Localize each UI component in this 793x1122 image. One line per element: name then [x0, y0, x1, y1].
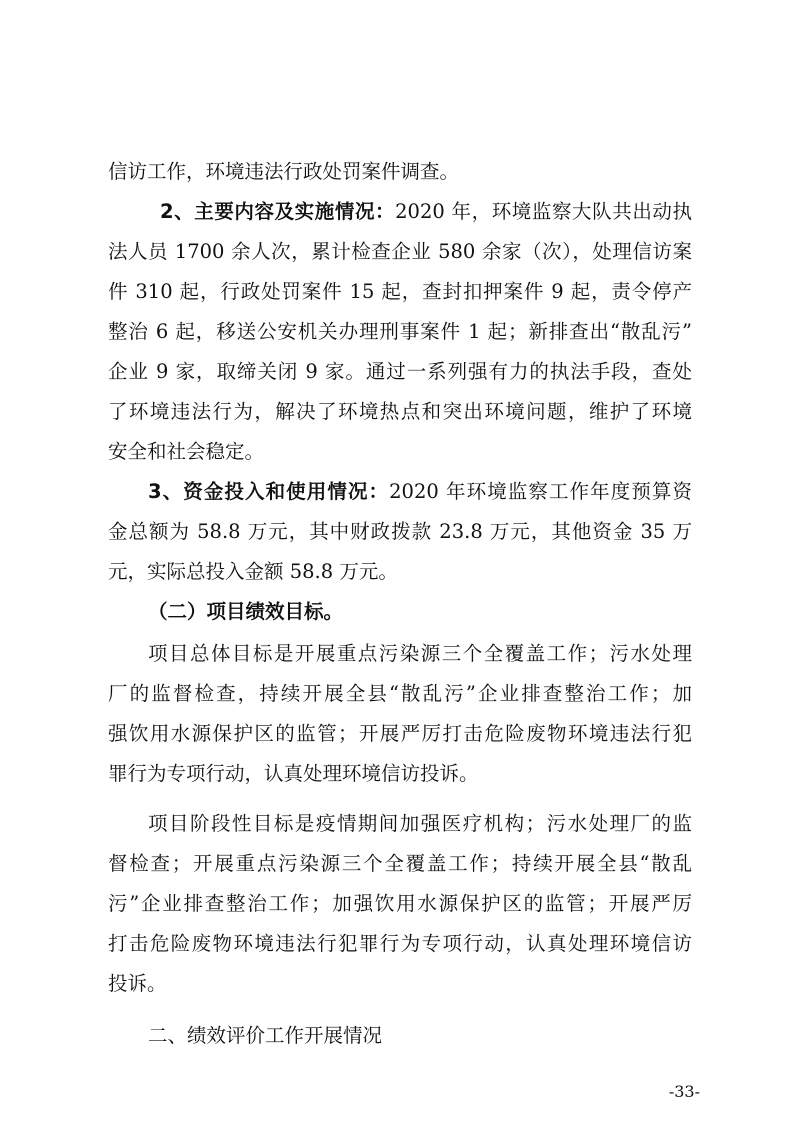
paragraph-line [148, 804, 692, 844]
subheading: 3、资金投入和使用情况： [148, 480, 390, 503]
paragraph-line [108, 552, 692, 592]
text: 整治 6 起，移送公安机关办理刑事案件 1 起；新排查出“散乱污” [108, 320, 692, 343]
paragraph-line [108, 924, 692, 964]
page-number: -33- [668, 1082, 700, 1101]
paragraph-line [148, 634, 692, 674]
text: 安全和社会稳定。 [108, 440, 265, 463]
paragraph-line [108, 152, 692, 192]
paragraph-line [148, 472, 692, 512]
paragraph-line [108, 754, 692, 794]
text: 元，实际总投入金额 58.8 万元。 [108, 560, 398, 583]
text: 项目总体目标是开展重点污染源三个全覆盖工作；污水处理 [148, 642, 692, 665]
paragraph-line [108, 312, 692, 352]
paragraph-line [108, 674, 692, 714]
text: 金总额为 58.8 万元，其中财政拨款 23.8 万元，其他资金 35 万 [108, 520, 692, 543]
paragraph-line [108, 714, 692, 754]
paragraph-line [160, 192, 692, 232]
text: 强饮用水源保护区的监管；开展严厉打击危险废物环境违法行犯 [108, 722, 692, 745]
paragraph-line [108, 844, 692, 884]
text: 厂的监督检查，持续开展全县“散乱污”企业排查整治工作；加 [108, 682, 692, 705]
text: 信访工作，环境违法行政处罚案件调查。 [108, 160, 460, 183]
paragraph-line [108, 392, 692, 432]
text: 企业 9 家，取缔关闭 9 家。通过一系列强有力的执法手段，查处 [108, 360, 692, 383]
paragraph-line [108, 432, 692, 472]
paragraph-line [108, 272, 692, 312]
paragraph-line [108, 512, 692, 552]
text: 了环境违法行为，解决了环境热点和突出环境问题，维护了环境 [108, 400, 692, 423]
subheading: 2、主要内容及实施情况： [160, 200, 396, 223]
text: 督检查；开展重点污染源三个全覆盖工作；持续开展全县“散乱 [108, 852, 692, 875]
paragraph-line [108, 232, 692, 272]
section-heading [148, 592, 692, 632]
paragraph-line [108, 964, 692, 1004]
text: 2020 年，环境监察大队共出动执 [395, 200, 692, 223]
text: 2020 年环境监察工作年度预算资 [389, 480, 692, 503]
paragraph-line [108, 884, 692, 924]
text: 法人员 1700 余人次，累计检查企业 580 余家（次），处理信访案 [108, 240, 692, 263]
text: 污”企业排查整治工作；加强饮用水源保护区的监管；开展严厉 [108, 892, 692, 915]
text: 项目阶段性目标是疫情期间加强医疗机构；污水处理厂的监 [148, 812, 692, 835]
paragraph-line [108, 352, 692, 392]
text: 打击危险废物环境违法行犯罪行为专项行动，认真处理环境信访 [108, 932, 692, 955]
chapter-heading [148, 1016, 692, 1056]
text: 件 310 起，行政处罚案件 15 起，查封扣押案件 9 起，责令停产 [108, 280, 692, 303]
text: 投诉。 [108, 972, 167, 995]
text: 罪行为专项行动，认真处理环境信访投诉。 [108, 762, 479, 785]
section-heading-text: （二）项目绩效目标。 [148, 600, 344, 623]
chapter-heading-text: 二、绩效评价工作开展情况 [148, 1024, 383, 1047]
